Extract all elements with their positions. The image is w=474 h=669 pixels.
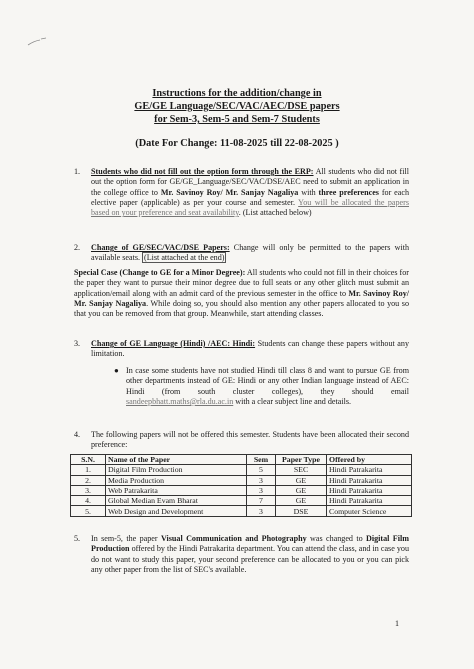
cell-offered-by: Hindi Patrakarita [327, 475, 412, 485]
item-3-bullet-text [126, 366, 409, 407]
table-row [71, 475, 412, 485]
bullet-marker: ● [114, 366, 119, 375]
header-paper-name: Name of the Paper [106, 455, 247, 465]
special-case-contacts: Mr. Savinoy Roy/ Mr. Sanjay Nagaliya [74, 288, 409, 308]
title-line-1: Instructions for the addition/change in [152, 88, 322, 99]
cell-offered-by: Computer Science [327, 506, 412, 516]
special-case-text-1: All students who could not fill in their choices for the paper they want to pursue their minor degree due to full seats or any other glitch must submit an application/email along with an admit card of the previous semester in the office to [74, 268, 409, 298]
item-1-heading: Students who did not fill out the option form through the ERP: [91, 167, 314, 176]
cell-paper-name: Web Patrakarita [106, 485, 247, 495]
item-5-number: 5. [74, 534, 81, 543]
cell-sem: 5 [247, 465, 276, 475]
cell-sn: 4. [71, 496, 106, 506]
cell-sn: 3. [71, 485, 106, 495]
special-case-heading: Special Case (Change to GE for a Minor Degree): [74, 268, 246, 277]
table-header-row [71, 455, 412, 465]
item-3-heading: Change of GE Language (Hindi) /AEC: Hindi: [91, 339, 256, 348]
cell-sem: 3 [247, 475, 276, 485]
item-1-contacts: Mr. Savinoy Roy/ Mr. Sanjay Nagaliya [160, 187, 299, 197]
table-row [71, 485, 412, 495]
cell-paper-name: Global Median Evam Bharat [106, 496, 247, 506]
cell-paper-type: DSE [276, 506, 327, 516]
page-number: 1 [395, 619, 399, 628]
list-attached-note: (List attached at the end) [144, 253, 225, 263]
not-offered-papers-table [70, 454, 412, 517]
item-1-text-2: with [298, 187, 319, 197]
item-1-paragraph [91, 167, 409, 218]
item-3-number: 3. [74, 339, 81, 348]
item-4-text: The following papers will not be offered this semester. Students have been allocated their second preference: [91, 430, 409, 450]
title-line-2: GE/GE Language/SEC/VAC/AEC/DSE papers [134, 101, 340, 112]
cell-sn: 2. [71, 475, 106, 485]
cell-paper-type: GE [276, 485, 327, 495]
item-3-paragraph [91, 339, 409, 360]
cell-sem: 7 [247, 496, 276, 506]
cell-sn: 1. [71, 465, 106, 475]
cell-paper-name: Web Design and Development [106, 506, 247, 516]
item-5-new-paper: Digital Film Production [91, 534, 409, 554]
item-1-text-3: for each elective paper (applicable) as per your course and semester. [91, 187, 409, 207]
item-5-text-1: In sem-5, the paper [91, 534, 161, 543]
item-5-paragraph [91, 534, 409, 575]
item-1-allocation-note: You will be allocated the papers based on your preference and seat availability [91, 197, 409, 218]
item-4-number: 4. [74, 430, 81, 439]
stray-pen-mark [26, 36, 48, 48]
item-2-text: Change will only be permitted to the papers with available seats. [91, 243, 409, 263]
cell-offered-by: Hindi Patrakarita [327, 465, 412, 475]
cell-offered-by: Hindi Patrakarita [327, 496, 412, 506]
item-2-number: 2. [74, 243, 81, 252]
item-1-text-1: All students who did not fill out the option form for GE/GE_Language/SEC/VAC/DSE/AEC need to submit an application in the college office to [91, 167, 409, 197]
item-2-paragraph [91, 243, 409, 264]
cell-paper-type: GE [276, 496, 327, 506]
item-2-heading: Change of GE/SEC/VAC/DSE Papers: [91, 243, 230, 252]
item-5-text-2: was changed to [306, 534, 367, 543]
header-paper-type: Paper Type [276, 455, 327, 465]
cell-sn: 5. [71, 506, 106, 516]
header-sn: S.N. [71, 455, 106, 465]
item-3-bullet-end: with a clear subject line and details. [233, 396, 352, 406]
date-line: (Date For Change: 11-08-2025 till 22-08-2025 ) [135, 138, 339, 149]
cell-paper-type: SEC [276, 465, 327, 475]
special-case-text-2: . While doing so, you should also mention any other papers allocated to you so that you can be removed from that group. Meanwhile, start attending classes. [74, 298, 409, 319]
cell-paper-type: GE [276, 475, 327, 485]
table-row [71, 496, 412, 506]
special-case-paragraph [74, 268, 409, 319]
item-3-text: Students can change these papers without any limitation. [91, 339, 409, 359]
table-row [71, 465, 412, 475]
cell-sem: 3 [247, 506, 276, 516]
table-row [71, 506, 412, 516]
item-1-text-4: . (List attached below) [238, 208, 312, 218]
header-sem: Sem [247, 455, 276, 465]
contact-email-link[interactable]: sandeepbhatt.maths@rla.du.ac.in [126, 396, 234, 406]
item-5-text-3: offered by the Hindi Patrakarita department. You can attend the class, and in case you do not want to study this paper, your second preference can be allocated to you or you can pick any other paper from the list of SEC's available. [91, 544, 409, 574]
item-1-number: 1. [74, 167, 81, 176]
header-offered-by: Offered by [327, 455, 412, 465]
title-line-3: for Sem-3, Sem-5 and Sem-7 Students [154, 114, 320, 125]
cell-sem: 3 [247, 485, 276, 495]
item-1-three-preferences: three preferences [318, 187, 379, 197]
cell-paper-name: Digital Film Production [106, 465, 247, 475]
cell-paper-name: Media Production [106, 475, 247, 485]
item-5-old-paper: Visual Communication and Photography [160, 534, 307, 543]
cell-offered-by: Hindi Patrakarita [327, 485, 412, 495]
item-3-bullet-body: In case some students have not studied Hindi till class 8 and want to pursue GE from other departments instead of GE: Hindi or any other Indian language instead of AEC: Hindi (from south cluster colleges), they should email [126, 366, 409, 396]
